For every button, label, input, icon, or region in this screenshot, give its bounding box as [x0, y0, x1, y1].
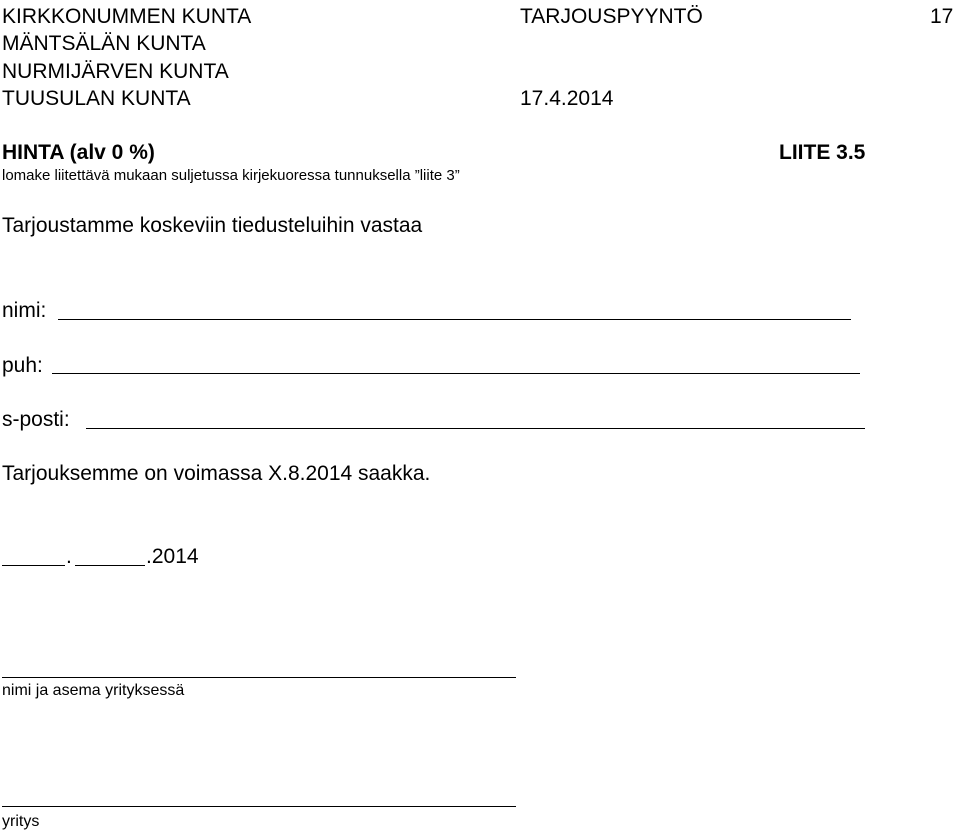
phone-label: puh: [2, 354, 43, 377]
envelope-instruction: lomake liitettävä mukaan suljetussa kirjekuoressa tunnuksella ”liite 3” [2, 167, 460, 184]
org-mantsala: MÄNTSÄLÄN KUNTA [2, 32, 206, 55]
date-year: .2014 [146, 545, 199, 568]
day-blank-line[interactable] [2, 565, 65, 566]
page-number: 17 [930, 5, 954, 28]
name-label: nimi: [2, 299, 47, 322]
offer-validity: Tarjouksemme on voimassa X.8.2014 saakka. [2, 462, 431, 485]
signature-caption: nimi ja asema yrityksessä [2, 682, 185, 699]
document-type: TARJOUSPYYNTÖ [520, 5, 703, 28]
section-title: HINTA (alv 0 %) [2, 141, 155, 164]
email-field-line[interactable] [86, 428, 865, 429]
org-tuusula: TUUSULAN KUNTA [2, 87, 191, 110]
contact-intro: Tarjoustamme koskeviin tiedusteluihin vastaa [2, 214, 423, 237]
company-line[interactable] [2, 806, 516, 807]
company-caption: yritys [2, 813, 40, 830]
date-dot: . [66, 545, 72, 568]
org-nurmijarvi: NURMIJÄRVEN KUNTA [2, 60, 229, 83]
email-label: s-posti: [2, 408, 70, 431]
month-blank-line[interactable] [75, 565, 145, 566]
name-field-line[interactable] [58, 319, 851, 320]
phone-field-line[interactable] [52, 373, 860, 374]
document-date: 17.4.2014 [520, 87, 614, 110]
signature-line[interactable] [2, 677, 516, 678]
org-kirkkonummi: KIRKKONUMMEN KUNTA [2, 5, 252, 28]
attachment-label: LIITE 3.5 [779, 141, 866, 164]
